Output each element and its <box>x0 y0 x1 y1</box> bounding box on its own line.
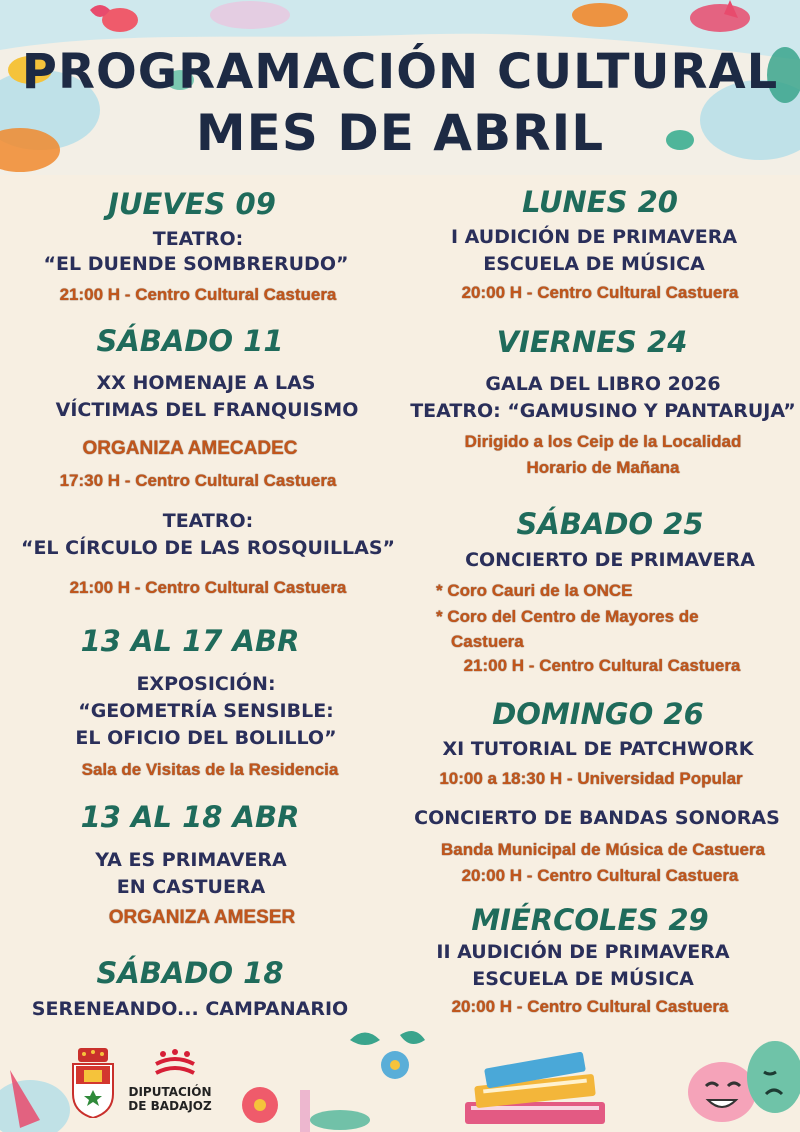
event-title: VÍCTIMAS DEL FRANQUISMO <box>55 399 359 421</box>
diputacion-badajoz-logo <box>150 1048 200 1082</box>
day-heading-13-al-18-abr: 13 AL 18 ABR <box>80 800 300 834</box>
event-time-location: 21:00 H - Centro Cultural Castuera <box>59 285 337 304</box>
day-heading-sabado-11: SÁBADO 11 <box>96 324 284 358</box>
event-detail: Castuera <box>451 632 524 651</box>
day-heading-viernes-24: VIERNES 24 <box>496 325 688 359</box>
diputacion-logo-line1: DIPUTACIÓN <box>128 1085 212 1099</box>
event-title: SERENEANDO... CAMPANARIO <box>31 998 349 1020</box>
event-title: GALA DEL LIBRO 2026 <box>485 373 721 395</box>
day-heading-domingo-26: DOMINGO 26 <box>492 697 704 731</box>
event-title: XX HOMENAJE A LAS <box>96 372 316 394</box>
theater-masks-icon <box>680 1032 800 1132</box>
event-detail: * Coro del Centro de Mayores de <box>436 607 699 626</box>
event-detail: * Coro Cauri de la ONCE <box>436 581 633 600</box>
event-type: TEATRO: <box>152 228 244 250</box>
event-time-location: 20:00 H - Centro Cultural Castuera <box>451 997 729 1016</box>
event-organizer: ORGANIZA AMECADEC <box>82 438 298 459</box>
event-title: “EL CÍRCULO DE LAS ROSQUILLAS” <box>20 537 396 559</box>
books-icon <box>455 1052 615 1132</box>
day-heading-miercoles-29: MIÉRCOLES 29 <box>471 903 709 937</box>
diputacion-logo-line2: DE BADAJOZ <box>128 1099 212 1113</box>
event-title: ESCUELA DE MÚSICA <box>472 968 694 990</box>
day-heading-13-al-17-abr: 13 AL 17 ABR <box>80 624 300 658</box>
event-time-location: 20:00 H - Centro Cultural Castuera <box>461 283 739 302</box>
event-performer: Banda Municipal de Música de Castuera <box>440 840 766 859</box>
page-title-line1: PROGRAMACIÓN CULTURAL <box>21 44 779 100</box>
event-schedule: Horario de Mañana <box>526 458 680 477</box>
event-title: TEATRO: “GAMUSINO Y PANTARUJA” <box>410 400 796 422</box>
event-organizer: ORGANIZA AMESER <box>108 907 296 928</box>
event-audience: Dirigido a los Ceip de la Localidad <box>464 432 742 451</box>
footer <box>0 1030 800 1132</box>
castuera-coat-of-arms-logo <box>70 1048 116 1118</box>
event-type: TEATRO: <box>162 510 254 532</box>
day-heading-sabado-25: SÁBADO 25 <box>516 507 704 541</box>
event-title: CONCIERTO DE BANDAS SONORAS <box>414 807 780 829</box>
event-time-location: 20:00 H - Centro Cultural Castuera <box>461 866 739 885</box>
event-title: EL OFICIO DEL BOLILLO” <box>75 727 337 749</box>
event-title: “GEOMETRÍA SENSIBLE: <box>78 700 334 722</box>
event-type: EXPOSICIÓN: <box>136 673 276 695</box>
event-time-location: 17:30 H - Centro Cultural Castuera <box>59 471 337 490</box>
page-title-line2: MES DE ABRIL <box>195 104 605 162</box>
event-title: II AUDICIÓN DE PRIMAVERA <box>436 941 730 963</box>
header <box>0 0 800 175</box>
event-time-location: 21:00 H - Centro Cultural Castuera <box>69 578 347 597</box>
event-time-location: 21:00 H - Centro Cultural Castuera <box>463 656 741 675</box>
event-location: Sala de Visitas de la Residencia <box>81 760 339 779</box>
event-title: EN CASTUERA <box>116 876 266 898</box>
event-title: “EL DUENDE SOMBRERUDO” <box>43 253 349 275</box>
event-title: CONCIERTO DE PRIMAVERA <box>465 549 755 571</box>
day-heading-lunes-20: LUNES 20 <box>522 185 678 219</box>
day-heading-jueves-09: JUEVES 09 <box>108 187 276 221</box>
event-title: XI TUTORIAL DE PATCHWORK <box>442 738 754 760</box>
event-title: ESCUELA DE MÚSICA <box>483 253 705 275</box>
event-title: YA ES PRIMAVERA <box>95 849 287 871</box>
event-title: I AUDICIÓN DE PRIMAVERA <box>450 226 738 248</box>
day-heading-sabado-18: SÁBADO 18 <box>96 956 284 990</box>
event-time-location: 10:00 a 18:30 H - Universidad Popular <box>439 769 743 788</box>
